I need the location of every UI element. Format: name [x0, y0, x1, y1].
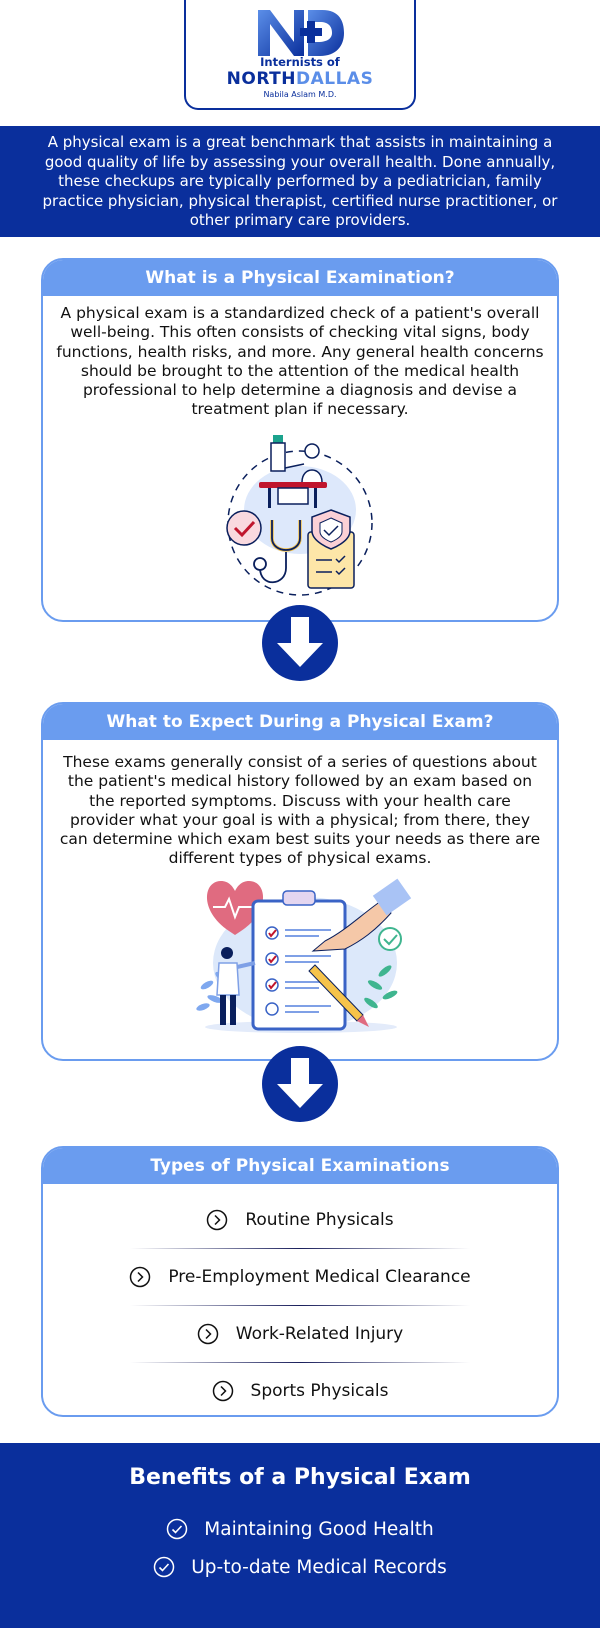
list-item-label: Sports Physicals [250, 1381, 389, 1401]
clipboard-shield-icon [308, 510, 354, 588]
card-types-of-exams [41, 1146, 559, 1417]
check-circle-icon [166, 1518, 188, 1540]
list-item [43, 1363, 557, 1417]
list-item-label: Work-Related Injury [235, 1324, 404, 1344]
chevron-circle-icon [206, 1209, 228, 1231]
logo-header [184, 0, 416, 110]
list-item [43, 1249, 557, 1305]
card-title: Types of Physical Examinations [43, 1148, 557, 1184]
logo-doctor-name: Nabila Aslam M.D. [263, 90, 337, 99]
card-title: What is a Physical Examination? [43, 260, 557, 296]
benefits-section [0, 1443, 600, 1628]
card-body-text: A physical exam is a standardized check of a patient's overall well-being. This often consists of checking vital signs, body functions, health risks, and more. Any general health concerns should be brought to the attention of the medical health professional to help determine a diagnosis and devise a treatment plan if necessary. [56, 304, 544, 419]
card-body-text: These exams generally consist of a series of questions about the patient's medical history followed by an exam based on the reported symptoms. Discuss with your health care provider what your goal is with a physical; from there, they can determine which exam best suits your needs as there are different types of physical exams. [59, 753, 541, 868]
chevron-circle-icon [212, 1380, 234, 1402]
list-item-label: Routine Physicals [245, 1210, 394, 1230]
checklist-illustration [185, 875, 415, 1035]
card-what-is-physical [41, 258, 559, 622]
list-item [43, 1306, 557, 1362]
check-circle-icon [153, 1556, 175, 1578]
list-item [43, 1192, 557, 1248]
down-arrow-icon [260, 1044, 340, 1124]
list-item-label: Pre-Employment Medical Clearance [168, 1267, 471, 1287]
down-arrow-icon [260, 603, 340, 683]
exam-table-illustration [210, 428, 390, 598]
types-list [43, 1184, 557, 1417]
benefits-title: Benefits of a Physical Exam [129, 1465, 471, 1490]
chevron-circle-icon [197, 1323, 219, 1345]
benefit-label: Maintaining Good Health [204, 1518, 434, 1540]
checkmark-icon [227, 511, 261, 545]
card-what-to-expect [41, 702, 559, 1061]
benefit-item [0, 1548, 600, 1586]
chevron-circle-icon [129, 1266, 151, 1288]
intro-banner: A physical exam is a great benchmark that assists in maintaining a good quality of life by assessing your overall health. Done annually, these checkups are typically performed by a pediatrician, family practice physician, physical therapist, certified nurse practitioner, or other primary care providers. [0, 126, 600, 237]
benefit-item [0, 1510, 600, 1548]
card-title: What to Expect During a Physical Exam? [43, 704, 557, 740]
benefit-label: Up-to-date Medical Records [191, 1556, 447, 1578]
logo-subtitle: Internists of [260, 55, 340, 69]
nd-logo-icon [256, 8, 346, 58]
logo-title: NORTHDALLAS [226, 69, 374, 89]
